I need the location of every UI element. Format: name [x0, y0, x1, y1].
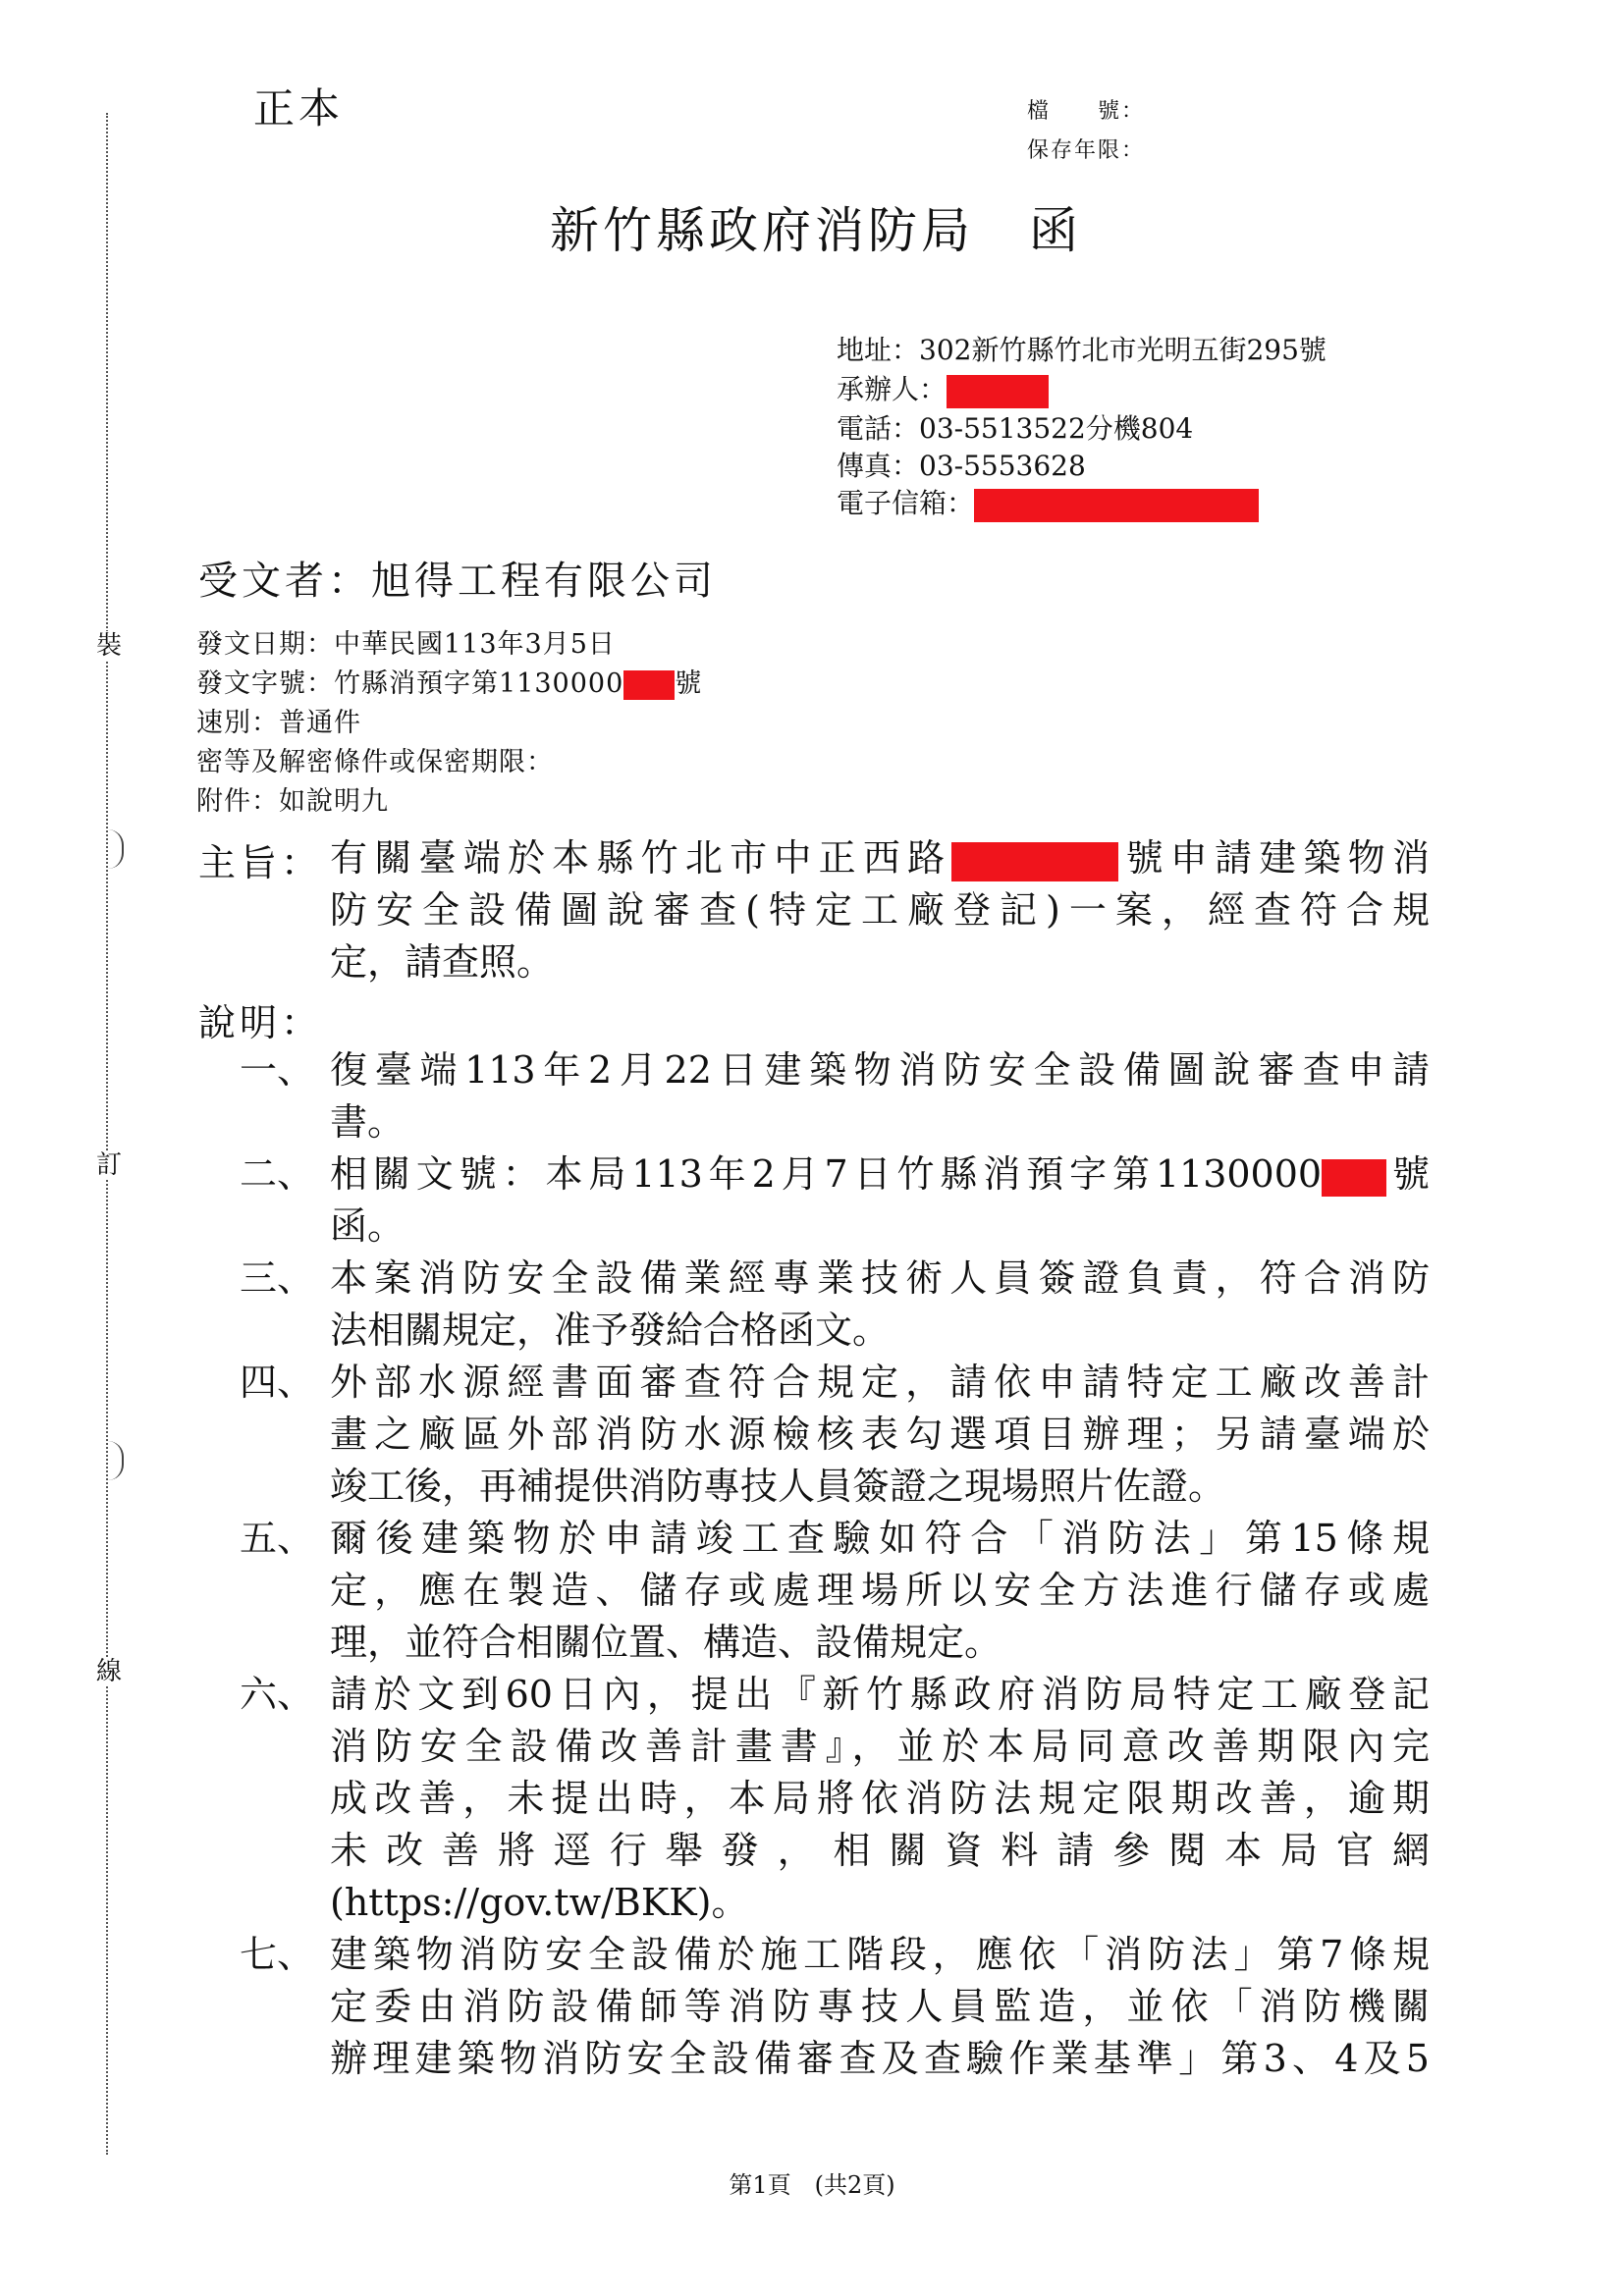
item-text	[330, 1148, 1430, 1253]
item-line: (https://gov.tw/BKK)。	[330, 1881, 749, 1924]
receiver: 受文者：旭得工程有限公司	[198, 559, 717, 604]
binding-arc-top	[108, 829, 124, 869]
issue-date: 發文日期：中華民國113年3月5日	[196, 629, 616, 660]
subject-line	[330, 832, 1430, 884]
redaction-related-ref	[1322, 1159, 1386, 1197]
item-text	[330, 1929, 1430, 2085]
item-line: 理，並符合相關位置、構造、設備規定。	[330, 1621, 1002, 1664]
item-text	[330, 1044, 1430, 1148]
item-number: 六、	[240, 1673, 315, 1716]
item-line: 本案消防安全設備業經專業技術人員簽證負責，符合消防	[330, 1256, 1430, 1300]
redaction-email	[974, 489, 1259, 522]
item-number: 三、	[240, 1256, 315, 1300]
binding-dotted-line	[106, 113, 108, 2155]
subject-label: 主旨：	[198, 841, 323, 884]
item-number: 一、	[240, 1048, 315, 1092]
item-line: 函。	[330, 1204, 406, 1248]
item-line: 竣工後，再補提供消防專技人員簽證之現場照片佐證。	[330, 1465, 1226, 1508]
item-number: 四、	[240, 1361, 315, 1404]
item-line: 定，應在製造、儲存或處理場所以安全方法進行儲存或處	[330, 1569, 1430, 1612]
binding-mark-xian: 線	[96, 1657, 123, 1686]
contact-handler	[837, 370, 1049, 409]
binding-mark-zhuang: 裝	[96, 631, 123, 661]
page-number: 第1頁 (共2頁)	[729, 2171, 895, 2199]
attachment: 附件：如說明九	[196, 786, 389, 817]
subject-line: 防安全設備圖說審查(特定工廠登記)一案，經查符合規	[330, 888, 1430, 932]
subject-line: 定，請查照。	[330, 940, 555, 984]
item-number: 五、	[240, 1517, 315, 1560]
agency-name: 新竹縣政府消防局	[550, 202, 974, 259]
item-line-pre: 相關文號：本局113年2月7日竹縣消預字第1130000	[330, 1152, 1323, 1196]
item-number: 二、	[240, 1152, 315, 1196]
redaction-address	[951, 842, 1118, 881]
item-line: 消防安全設備改善計畫書』，並於本局同意改善期限內完	[330, 1725, 1430, 1768]
item-text	[330, 1357, 1430, 1513]
redaction-reference	[623, 670, 675, 700]
item-text	[330, 1253, 1430, 1357]
item-line: 法相關規定，准予發給合格函文。	[330, 1308, 891, 1352]
contact-email	[837, 484, 1259, 523]
security-level: 密等及解密條件或保密期限：	[196, 747, 554, 777]
item-line: 成改善，未提出時，本局將依消防法規定限期改善，逾期	[330, 1777, 1430, 1820]
contact-phone: 電話：03-5513522分機804	[837, 412, 1194, 445]
item-line: 建築物消防安全設備於施工階段，應依「消防法」第7條規	[330, 1933, 1430, 1976]
retention-label: 保存年限：	[1027, 138, 1146, 163]
item-text	[330, 1513, 1430, 1669]
reference-prefix: 發文字號：竹縣消預字第1130000	[196, 668, 624, 699]
subject-text	[330, 832, 1430, 988]
subject-line1-post: 號申請建築物消	[1118, 836, 1430, 880]
reference-suffix: 號	[675, 668, 703, 699]
document-type: 函	[1029, 202, 1082, 259]
item-number: 七、	[240, 1933, 315, 1976]
contact-fax: 傳真：03-5553628	[837, 450, 1086, 482]
speed-class: 速別：普通件	[196, 708, 361, 738]
item-line: 爾後建築物於申請竣工查驗如符合「消防法」第15條規	[330, 1517, 1430, 1560]
item-line	[330, 1148, 1430, 1201]
contact-address: 地址：302新竹縣竹北市光明五街295號	[837, 334, 1326, 366]
binding-arc-bottom	[108, 1441, 124, 1480]
item-line: 書。	[330, 1100, 406, 1144]
item-line: 辦理建築物消防安全設備審查及查驗作業基準」第3、4及5	[330, 2037, 1430, 2080]
item-line: 畫之廠區外部消防水源檢核表勾選項目辦理；另請臺端於	[330, 1413, 1430, 1456]
item-line-post: 號	[1386, 1152, 1430, 1196]
handler-label: 承辦人：	[837, 373, 947, 405]
item-line: 定委由消防設備師等消防專技人員監造，並依「消防機關	[330, 1985, 1430, 2028]
item-text	[330, 1669, 1430, 1929]
subject-line1-pre: 有關臺端於本縣竹北市中正西路	[330, 836, 952, 880]
reference-number	[196, 665, 702, 704]
item-line: 外部水源經書面審查符合規定，請依申請特定工廠改善計	[330, 1361, 1430, 1404]
document-title	[550, 191, 1082, 262]
item-line: 未改善將逕行舉發，相關資料請參閱本局官網	[330, 1829, 1430, 1872]
item-line: 請於文到60日內，提出『新竹縣政府消防局特定工廠登記	[330, 1673, 1430, 1716]
copy-type: 正本	[253, 84, 345, 133]
file-number-label: 檔 號：	[1027, 99, 1146, 124]
item-line: 復臺端113年2月22日建築物消防安全設備圖說審查申請	[330, 1048, 1430, 1092]
redaction-handler	[947, 375, 1049, 408]
binding-mark-ding: 訂	[96, 1150, 123, 1180]
explanation-label: 說明：	[198, 1001, 323, 1044]
email-label: 電子信箱：	[837, 487, 975, 519]
